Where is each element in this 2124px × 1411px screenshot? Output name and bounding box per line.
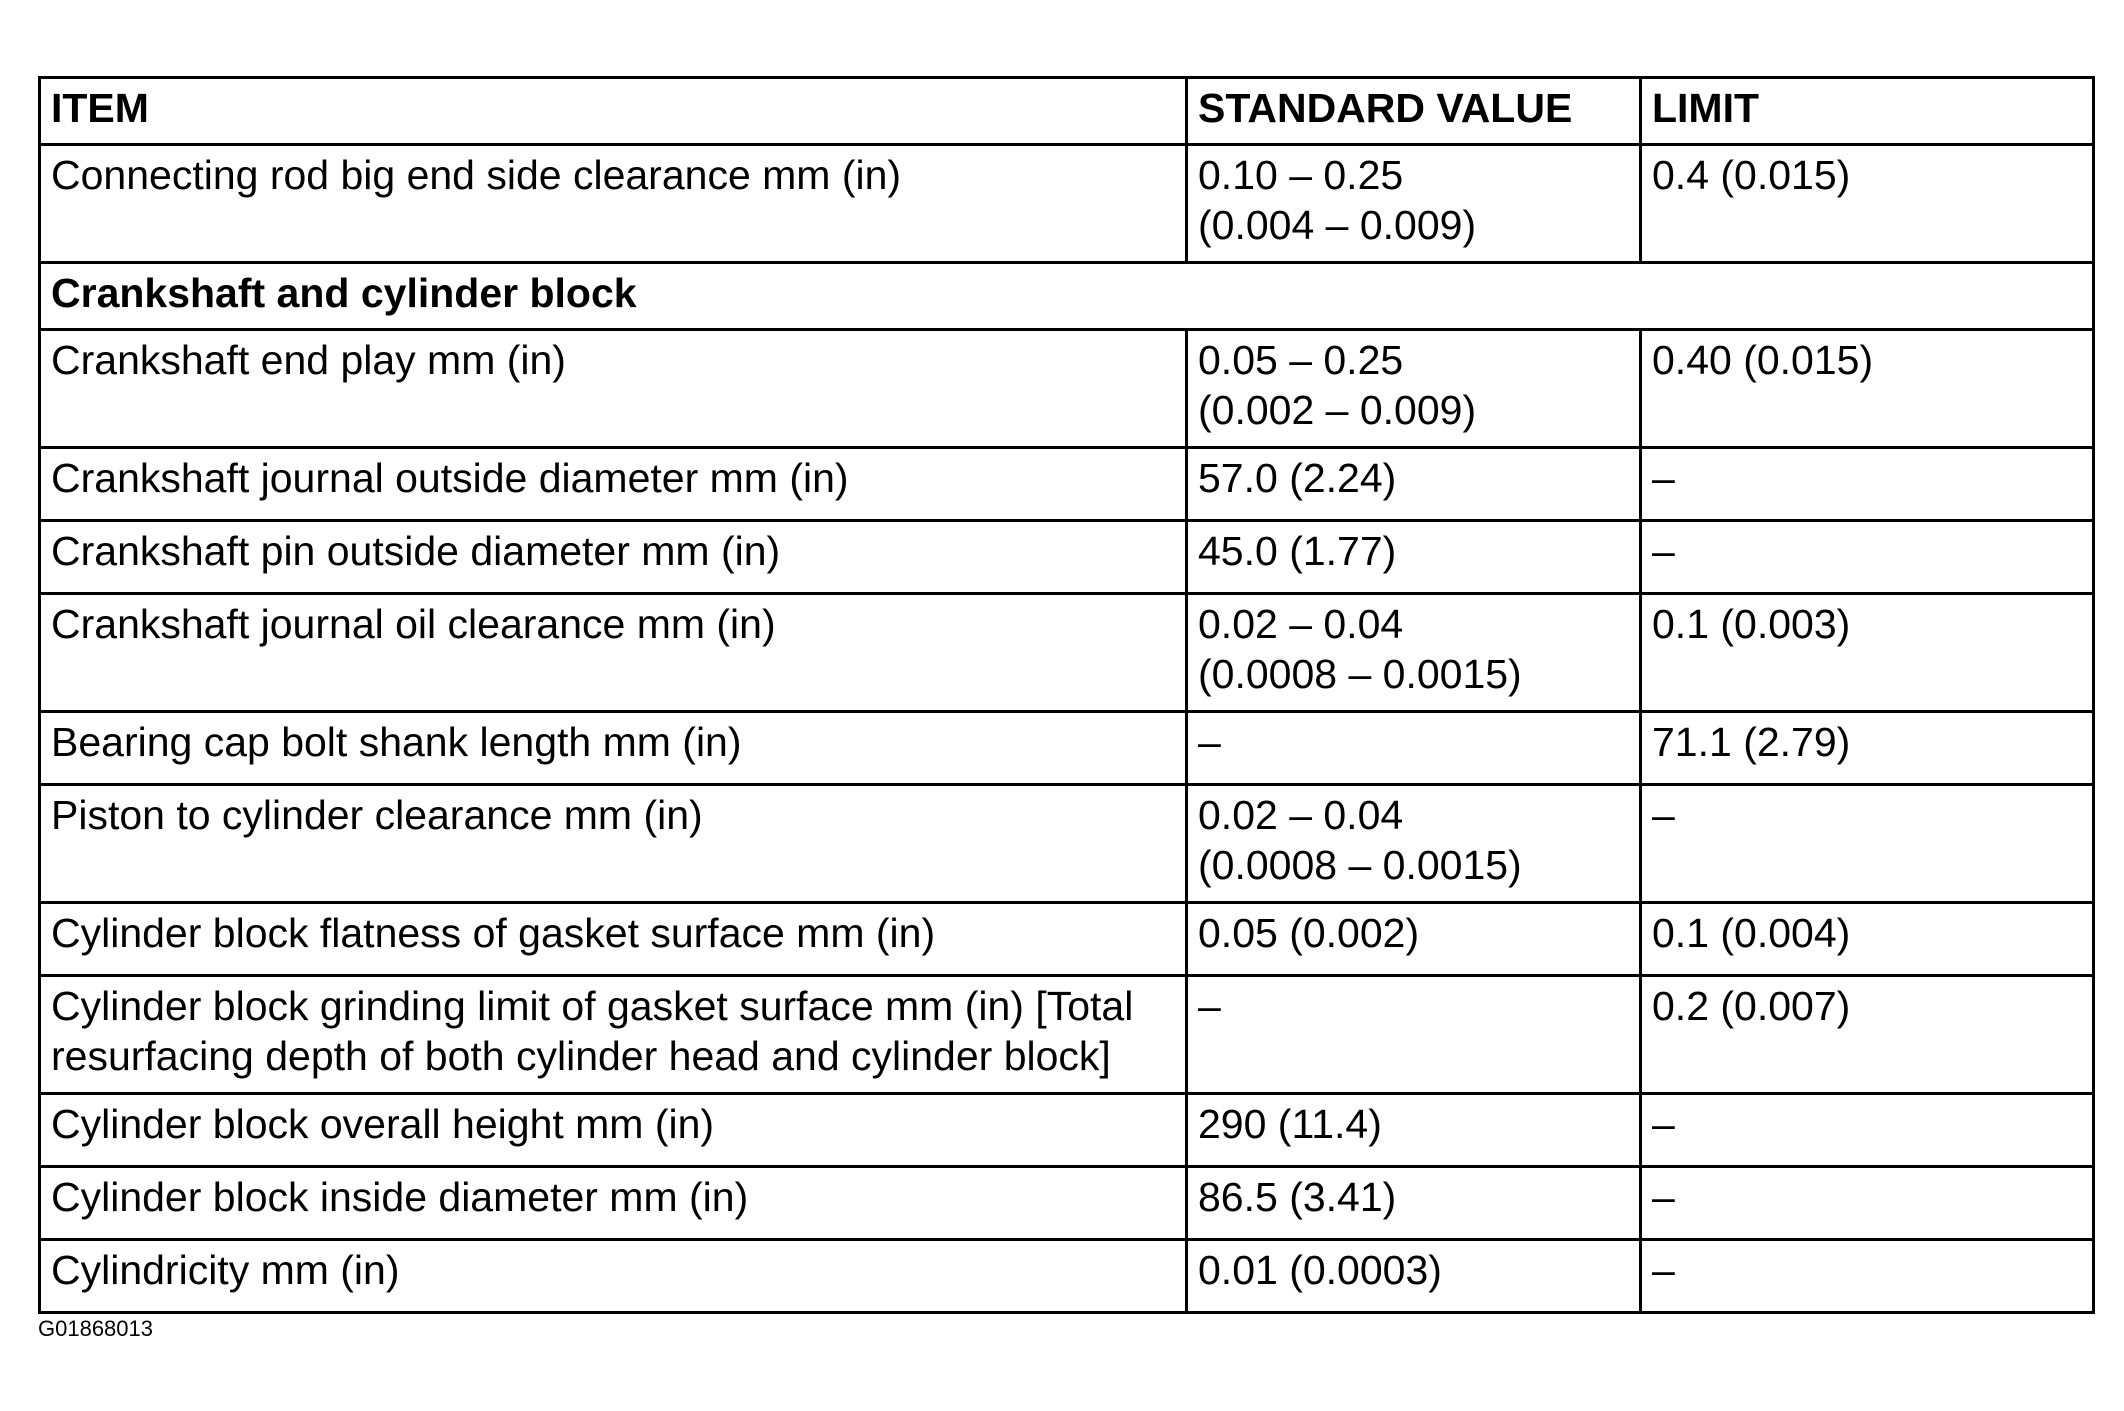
standard-value-line: 0.10 – 0.25 bbox=[1198, 152, 1404, 198]
table-row bbox=[40, 1094, 2094, 1167]
standard-value-cell: 57.0 (2.24) bbox=[1187, 448, 1641, 521]
standard-value-line: (0.0008 – 0.0015) bbox=[1198, 651, 1522, 697]
limit-cell: 0.1 (0.003) bbox=[1641, 594, 2094, 712]
item-cell: Cylindricity mm (in) bbox=[40, 1240, 1187, 1313]
limit-cell: – bbox=[1641, 785, 2094, 903]
item-cell: Connecting rod big end side clearance mm (in) bbox=[40, 145, 1187, 263]
standard-value-line: (0.0008 – 0.0015) bbox=[1198, 842, 1522, 888]
header-limit: LIMIT bbox=[1641, 78, 2094, 145]
limit-cell: – bbox=[1641, 521, 2094, 594]
table-row bbox=[40, 1167, 2094, 1240]
item-line: resurfacing depth of both cylinder head and cylinder block] bbox=[51, 1033, 1111, 1079]
standard-value-cell bbox=[1187, 785, 1641, 903]
standard-value-cell: 0.05 (0.002) bbox=[1187, 903, 1641, 976]
standard-value-cell: 290 (11.4) bbox=[1187, 1094, 1641, 1167]
table-row bbox=[40, 330, 2094, 448]
standard-value-cell bbox=[1187, 594, 1641, 712]
limit-cell: – bbox=[1641, 1094, 2094, 1167]
standard-value-cell bbox=[1187, 330, 1641, 448]
item-cell: Cylinder block flatness of gasket surface mm (in) bbox=[40, 903, 1187, 976]
limit-cell: 71.1 (2.79) bbox=[1641, 712, 2094, 785]
standard-value-line: 0.05 – 0.25 bbox=[1198, 337, 1404, 383]
standard-value-cell bbox=[1187, 145, 1641, 263]
standard-value-cell: 86.5 (3.41) bbox=[1187, 1167, 1641, 1240]
limit-cell: – bbox=[1641, 1167, 2094, 1240]
limit-cell: – bbox=[1641, 1240, 2094, 1313]
item-cell bbox=[40, 976, 1187, 1094]
limit-cell: – bbox=[1641, 448, 2094, 521]
table-row bbox=[40, 712, 2094, 785]
table-row bbox=[40, 903, 2094, 976]
table-row bbox=[40, 448, 2094, 521]
item-cell: Piston to cylinder clearance mm (in) bbox=[40, 785, 1187, 903]
standard-value-line: 0.02 – 0.04 bbox=[1198, 601, 1404, 647]
item-cell: Crankshaft end play mm (in) bbox=[40, 330, 1187, 448]
standard-value-cell: 45.0 (1.77) bbox=[1187, 521, 1641, 594]
item-cell: Crankshaft journal outside diameter mm (in) bbox=[40, 448, 1187, 521]
table-row bbox=[40, 521, 2094, 594]
item-line: Cylinder block grinding limit of gasket surface mm (in) [Total bbox=[51, 983, 1134, 1029]
header-standard-value: STANDARD VALUE bbox=[1187, 78, 1641, 145]
item-cell: Crankshaft journal oil clearance mm (in) bbox=[40, 594, 1187, 712]
limit-cell: 0.4 (0.015) bbox=[1641, 145, 2094, 263]
standard-value-cell: – bbox=[1187, 976, 1641, 1094]
item-cell: Bearing cap bolt shank length mm (in) bbox=[40, 712, 1187, 785]
section-title: Crankshaft and cylinder block bbox=[40, 263, 2094, 330]
item-cell: Cylinder block overall height mm (in) bbox=[40, 1094, 1187, 1167]
standard-value-cell: – bbox=[1187, 712, 1641, 785]
table-row bbox=[40, 145, 2094, 263]
item-cell: Crankshaft pin outside diameter mm (in) bbox=[40, 521, 1187, 594]
standard-value-line: (0.002 – 0.009) bbox=[1198, 387, 1477, 433]
table-row bbox=[40, 594, 2094, 712]
section-header-row bbox=[40, 263, 2094, 330]
limit-cell: 0.40 (0.015) bbox=[1641, 330, 2094, 448]
table-row bbox=[40, 1240, 2094, 1313]
standard-value-cell: 0.01 (0.0003) bbox=[1187, 1240, 1641, 1313]
table-row bbox=[40, 976, 2094, 1094]
table-row bbox=[40, 785, 2094, 903]
specification-table bbox=[38, 76, 2095, 1314]
header-item: ITEM bbox=[40, 78, 1187, 145]
standard-value-line: (0.004 – 0.009) bbox=[1198, 202, 1477, 248]
table-header-row bbox=[40, 78, 2094, 145]
limit-cell: 0.1 (0.004) bbox=[1641, 903, 2094, 976]
item-cell: Cylinder block inside diameter mm (in) bbox=[40, 1167, 1187, 1240]
figure-id: G01868013 bbox=[38, 1316, 153, 1341]
standard-value-line: 0.02 – 0.04 bbox=[1198, 792, 1404, 838]
limit-cell: 0.2 (0.007) bbox=[1641, 976, 2094, 1094]
